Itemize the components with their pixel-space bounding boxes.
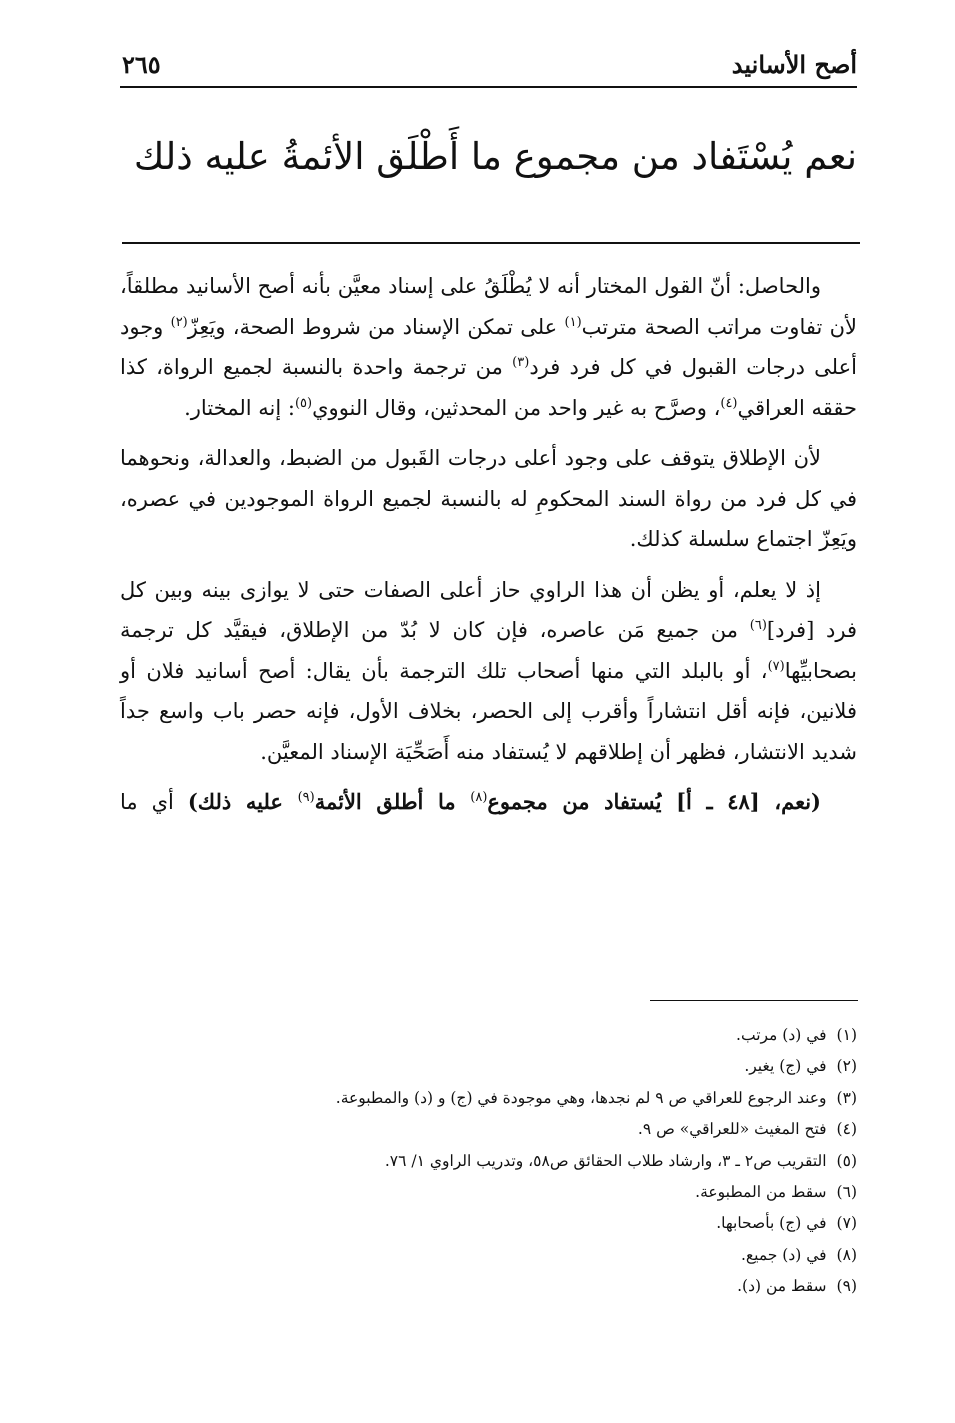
footnotes — [150, 1020, 857, 1303]
text-run: على تمكن الإسناد من شروط الصحة، ويَعِزّ — [187, 314, 565, 339]
footnote-text: في (ج) بأصحابها. — [716, 1214, 827, 1233]
footnote-text: التقريب ص٢ ـ ٣، وارشاد طلاب الحقائق ص٥٨، وتدريب الراوي ١/ ٧٦. — [384, 1151, 827, 1170]
text-run: عليه ذلك) — [187, 789, 298, 814]
text-run: والحاصل: أنّ القول المختار أنه لا يُطْلَقُ على إسناد معيَّن بأنه أصح الأسانيد مطلقاً، لأن تفاوت مراتب الصحة مترتب — [120, 274, 857, 339]
paragraph-1 — [120, 266, 857, 428]
footnote-ref: (٧) — [767, 658, 785, 674]
running-title: أصح الأسانيد — [731, 50, 857, 79]
footnote-number: (٨) — [836, 1245, 857, 1264]
text-run: وجود أعلى درجات القبول في كل فرد فرد — [120, 314, 857, 379]
footnote-number: (١) — [836, 1026, 857, 1044]
footnote-text: سقط من (د). — [737, 1277, 827, 1296]
footnote-ref: (٨) — [470, 790, 488, 805]
text-run: من جميع مَن عاصره، فإن كان لا بُدّ من الإطلاق، فيقيَّد كل ترجمة بصحابيِّها — [120, 618, 857, 683]
text-run: : إنه المختار. — [184, 395, 295, 420]
footnote — [150, 1051, 857, 1082]
footnote-number: (٢) — [836, 1057, 857, 1076]
footnote — [150, 1146, 857, 1177]
paragraph-4 — [120, 782, 857, 823]
footnote-divider — [650, 1000, 858, 1001]
footnote-number: (٧) — [836, 1214, 857, 1233]
footnote-text: سقط من المطبوعة. — [695, 1183, 827, 1202]
footnote — [150, 1208, 857, 1239]
footnote-ref: (٤) — [720, 395, 738, 411]
footnote-number: (٣) — [836, 1088, 857, 1107]
footnote — [150, 1114, 857, 1145]
footnote-number: (٦) — [836, 1183, 857, 1202]
footnote-text: في (د) مرتب. — [736, 1026, 827, 1044]
footnote-text: وعند الرجوع للعراقي ص ٩ لم نجدها، وهي موجودة في (ج) و (د) والمطبوعة. — [335, 1088, 827, 1107]
footnote-number: (٤) — [836, 1120, 857, 1139]
footnote-ref: (٢) — [170, 314, 188, 330]
paragraph-3 — [120, 570, 857, 773]
page-number: ٢٦٥ — [122, 50, 161, 79]
divider-rule — [122, 242, 860, 244]
footnote — [150, 1177, 857, 1208]
verse-line: نعم يُسْتَفاد من مجموع ما أَطْلَق الأئمةُ عليه ذلك — [133, 135, 857, 178]
footnote-ref: (٦) — [749, 618, 767, 633]
text-run: (نعم، [٤٨ ـ أ] يُستفاد من مجموع — [487, 789, 821, 814]
footnote-ref: (٩) — [297, 790, 315, 805]
footnote — [150, 1020, 857, 1051]
text-run: أي ما — [120, 790, 188, 814]
footnote — [150, 1083, 857, 1114]
footnote-ref: (٣) — [512, 355, 530, 370]
body-text — [120, 266, 857, 833]
footnote-text: فتح المغيث «للعراقي» ص ٩. — [637, 1120, 827, 1139]
footnote-text: في (ج) يغير. — [744, 1057, 827, 1076]
text-run: ما أطلق الأئمة — [314, 789, 471, 814]
footnote-ref: (١) — [564, 314, 582, 330]
paragraph-2: لأن الإطلاق يتوقف على وجود أعلى درجات القَبول من الضبط، والعدالة، ونحوهما في كل فرد من رواة السند المحكومِ له بالنسبة لجميع الرواة الموجودين في عصره، ويَعِزّ اجتماع سلسلة كذلك. — [120, 446, 857, 551]
page-header — [120, 46, 857, 88]
footnote — [150, 1271, 857, 1302]
text-run: من ترجمة واحدة بالنسبة لجميع الرواة، كذا حققه العراقي — [120, 355, 857, 420]
footnote-ref: (٥) — [294, 395, 313, 411]
footnote-number: (٩) — [836, 1277, 857, 1296]
text-run: إذ لا يعلم، أو يظن أن هذا الراوي حاز أعلى الصفات حتى لا يوازى بينه وبين كل فرد [فرد] — [120, 577, 857, 642]
text-run: ، وصرَّح به غير واحد من المحدثين، وقال النووي — [312, 395, 721, 420]
footnote-number: (٥) — [836, 1151, 857, 1170]
footnote — [150, 1240, 857, 1271]
footnote-text: في (د) جميع. — [740, 1245, 827, 1264]
text-run: ، أو بالبلد التي منها أصحاب تلك الترجمة بأن يقال: أصح أسانيد فلان أو فلانين، فإنه أقل انتشاراً وأقرب إلى الحصر، بخلاف الأول، فإنه حصر باب واسع جداً شديد الانتشار، فظهر أن إطلاقهم لا يُستفاد منه أَصَحِّيَة الإسناد المعيَّن. — [120, 658, 857, 764]
